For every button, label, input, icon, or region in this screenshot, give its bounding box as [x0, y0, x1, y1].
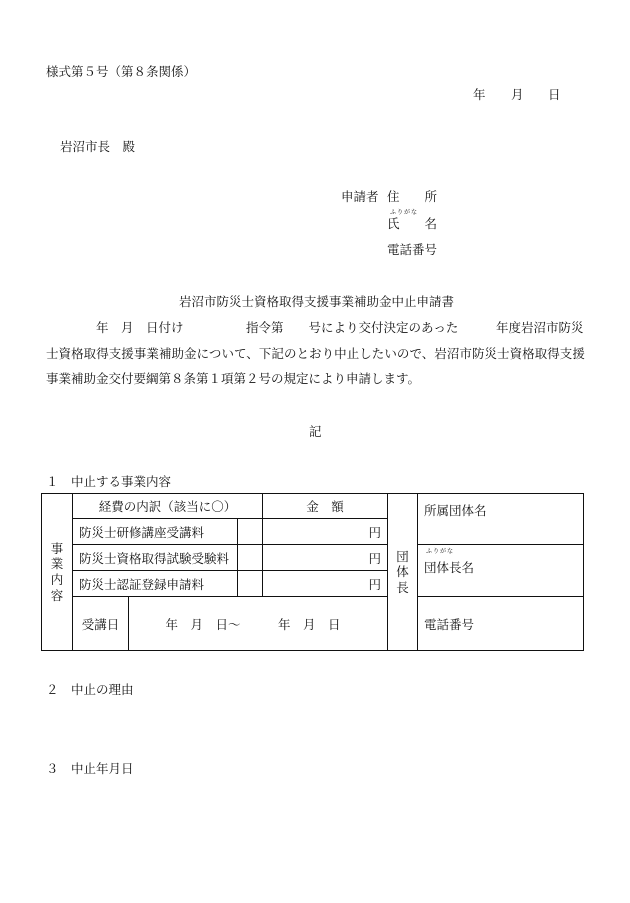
row-check-2[interactable]: [238, 545, 263, 571]
dantai-text: 団 体 長: [396, 548, 409, 595]
leader-name-cell[interactable]: [418, 545, 584, 597]
section1-heading: １ 中止する事業内容: [46, 474, 172, 489]
leader-name-label: 団体長名: [424, 560, 475, 575]
form-number: 様式第５号（第８条関係）: [46, 64, 197, 79]
section2-heading: ２ 中止の理由: [46, 682, 134, 697]
phone-label-table: 電話番号: [424, 616, 475, 632]
phone-cell[interactable]: [418, 597, 584, 651]
document-title: 岩沼市防災士資格取得支援事業補助金中止申請書: [179, 294, 455, 309]
header-breakdown: 経費の内訳（該当に〇）: [73, 494, 263, 519]
ki-heading: 記: [309, 424, 322, 439]
org-name-cell[interactable]: [418, 494, 584, 545]
body-line1-a: 年 月 日付け: [96, 320, 184, 335]
leader-ruby: ふりがな: [426, 548, 455, 555]
body-line3: 事業補助金交付要綱第８条第１項第２号の規定により申請します。: [46, 371, 421, 386]
row-amount-2[interactable]: 円: [263, 545, 388, 571]
row-check-1[interactable]: [238, 519, 263, 545]
row-check-3[interactable]: [238, 571, 263, 597]
org-name-label: 所属団体名: [424, 503, 487, 518]
row-item-3: 防災士認証登録申請料: [73, 571, 238, 597]
name-label: 氏 名: [387, 216, 438, 231]
dantai-label: [388, 494, 418, 651]
date-month: 月: [511, 87, 524, 102]
header-amount: 金 額: [263, 494, 388, 519]
jigyo-naiyo-text: 事 業 内 容: [50, 540, 64, 603]
body-line2: 士資格取得支援事業補助金について、下記のとおり中止したいので、岩沼市防災士資格取得支援: [46, 346, 585, 361]
row-amount-3[interactable]: 円: [263, 571, 388, 597]
project-table: [41, 493, 584, 651]
jigyo-naiyo-label: [42, 494, 73, 651]
row-item-2: 防災士資格取得試験受験料: [73, 545, 238, 571]
date-year: 年: [473, 87, 486, 102]
body-line1-c: 年度岩沼市防災: [496, 320, 584, 335]
phone-label: 電話番号: [387, 242, 438, 257]
jukoubi-label: 受講日: [73, 597, 129, 651]
address-label: 住 所: [387, 189, 438, 204]
body-line1-b: 指令第 号により交付決定のあった: [246, 320, 459, 335]
addressee: 岩沼市長 殿: [60, 139, 136, 154]
name-ruby: ふりがな: [390, 209, 419, 216]
row-amount-1[interactable]: 円: [263, 519, 388, 545]
jukoubi-value[interactable]: 年 月 日～ 年 月 日: [129, 597, 388, 651]
section3-heading: ３ 中止年月日: [46, 761, 134, 776]
date-day: 日: [548, 87, 561, 102]
applicant-label: 申請者: [341, 189, 379, 204]
row-item-1: 防災士研修講座受講料: [73, 519, 238, 545]
